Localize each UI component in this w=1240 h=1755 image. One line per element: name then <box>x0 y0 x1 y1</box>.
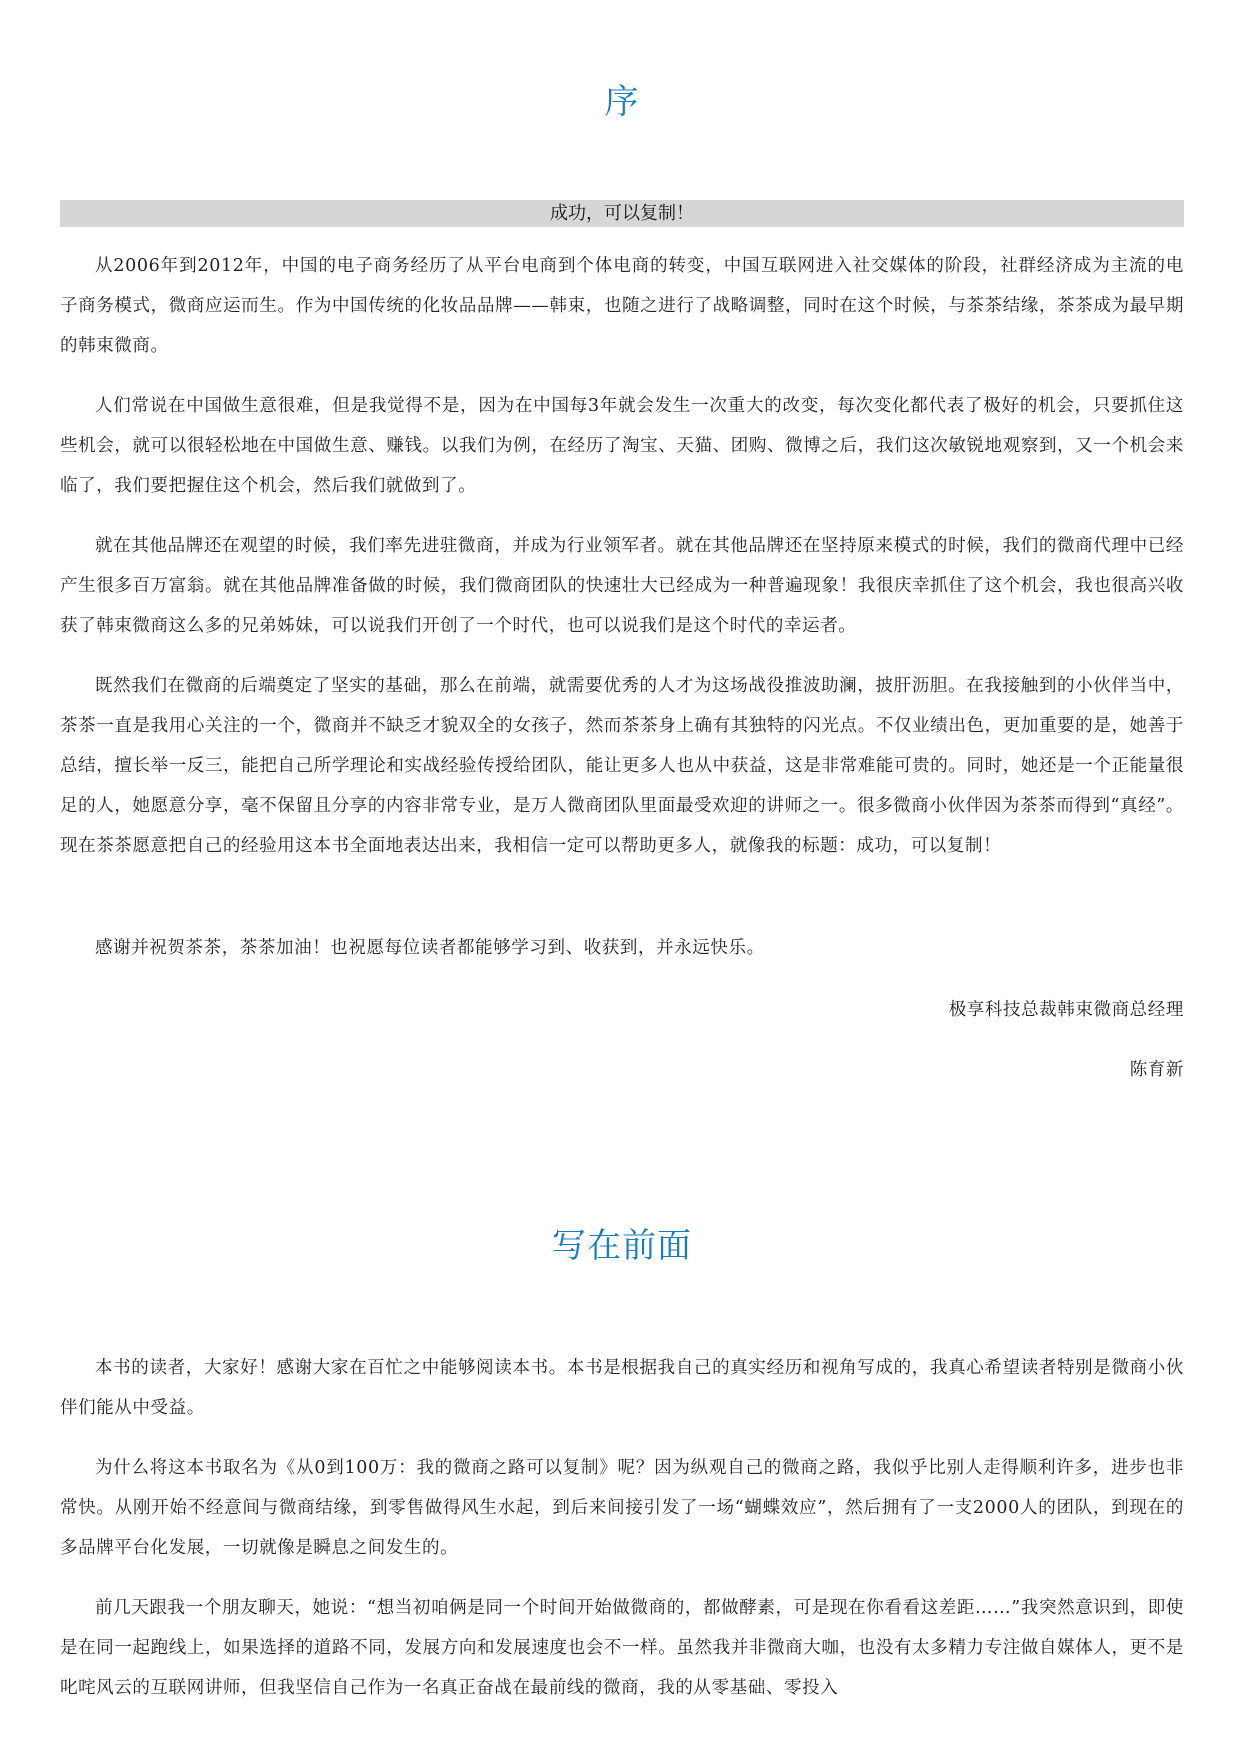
signature-name: 陈育新 <box>1129 1060 1184 1080</box>
preface-paragraph-3: 就在其他品牌还在观望的时候，我们率先进驻微商，并成为行业领军者。就在其他品牌还在坚持原来模式的时候，我们的微商代理中已经产生很多百万富翁。就在其他品牌准备做的时候，我们微商团队的快速壮大已经成为一种普遍现象！我很庆幸抓住了这个机会，我也很高兴收获了韩束微商这么多的兄弟姊妹，可以说我们开创了一个时代，也可以说我们是这个时代的幸运者。 <box>60 536 1184 636</box>
preface-paragraph-5: 感谢并祝贺茶茶，茶茶加油！也祝愿每位读者都能够学习到、收获到，并永远快乐。 <box>95 938 765 958</box>
section-heading-bar: 成功，可以复制！ <box>60 200 1184 227</box>
foreword-paragraph-1: 本书的读者，大家好！感谢大家在百忙之中能够阅读本书。本书是根据我自己的真实经历和视角写成的，我真心希望读者特别是微商小伙伴们能从中受益。 <box>60 1358 1184 1418</box>
foreword-paragraph-2: 为什么将这本书取名为《从0到100万：我的微商之路可以复制》呢？因为纵观自己的微商之路，我似乎比别人走得顺利许多，进步也非常快。从刚开始不经意间与微商结缘，到零售做得风生水起，到后来间接引发了一场“蝴蝶效应”，然后拥有了一支2000人的团队，到现在的多品牌平台化发展，一切就像是瞬息之间发生的。 <box>60 1458 1184 1558</box>
preface-paragraph-4: 既然我们在微商的后端奠定了坚实的基础，那么在前端，就需要优秀的人才为这场战役推波助澜，披肝沥胆。在我接触到的小伙伴当中，茶茶一直是我用心关注的一个，微商并不缺乏才貌双全的女孩子，然而茶茶身上确有其独特的闪光点。不仅业绩出色，更加重要的是，她善于总结，擅长举一反三，能把自己所学理论和实战经验传授给团队，能让更多人也从中获益，这是非常难能可贵的。同时，她还是一个正能量很足的人，她愿意分享，毫不保留且分享的内容非常专业，是万人微商团队里面最受欢迎的讲师之一。很多微商小伙伴因为茶茶而得到“真经”。现在茶茶愿意把自己的经验用这本书全面地表达出来，我相信一定可以帮助更多人，就像我的标题：成功，可以复制！ <box>60 676 1184 856</box>
foreword-paragraph-3: 前几天跟我一个朋友聊天，她说：“想当初咱俩是同一个时间开始做微商的，都做酵素，可是现在你看看这差距……”我突然意识到，即使是在同一起跑线上，如果选择的道路不同，发展方向和发展速度也会不一样。虽然我并非微商大咖，也没有太多精力专注做自媒体人，更不是叱咤风云的互联网讲师，但我坚信自己作为一名真正奋战在最前线的微商，我的从零基础、零投入 <box>60 1598 1184 1698</box>
preface-title: 序 <box>604 82 640 122</box>
signature-title: 极享科技总裁韩束微商总经理 <box>948 1000 1184 1020</box>
preface-paragraph-1: 从2006年到2012年，中国的电子商务经历了从平台电商到个体电商的转变，中国互联网进入社交媒体的阶段，社群经济成为主流的电子商务模式，微商应运而生。作为中国传统的化妆品品牌——韩束，也随之进行了战略调整，同时在这个时候，与茶茶结缘，茶茶成为最早期的韩束微商。 <box>60 256 1184 356</box>
preface-paragraph-2: 人们常说在中国做生意很难，但是我觉得不是，因为在中国每3年就会发生一次重大的改变，每次变化都代表了极好的机会，只要抓住这些机会，就可以很轻松地在中国做生意、赚钱。以我们为例，在经历了淘宝、天猫、团购、微博之后，我们这次敏锐地观察到，又一个机会来临了，我们要把握住这个机会，然后我们就做到了。 <box>60 396 1184 496</box>
foreword-title: 写在前面 <box>552 1226 692 1266</box>
